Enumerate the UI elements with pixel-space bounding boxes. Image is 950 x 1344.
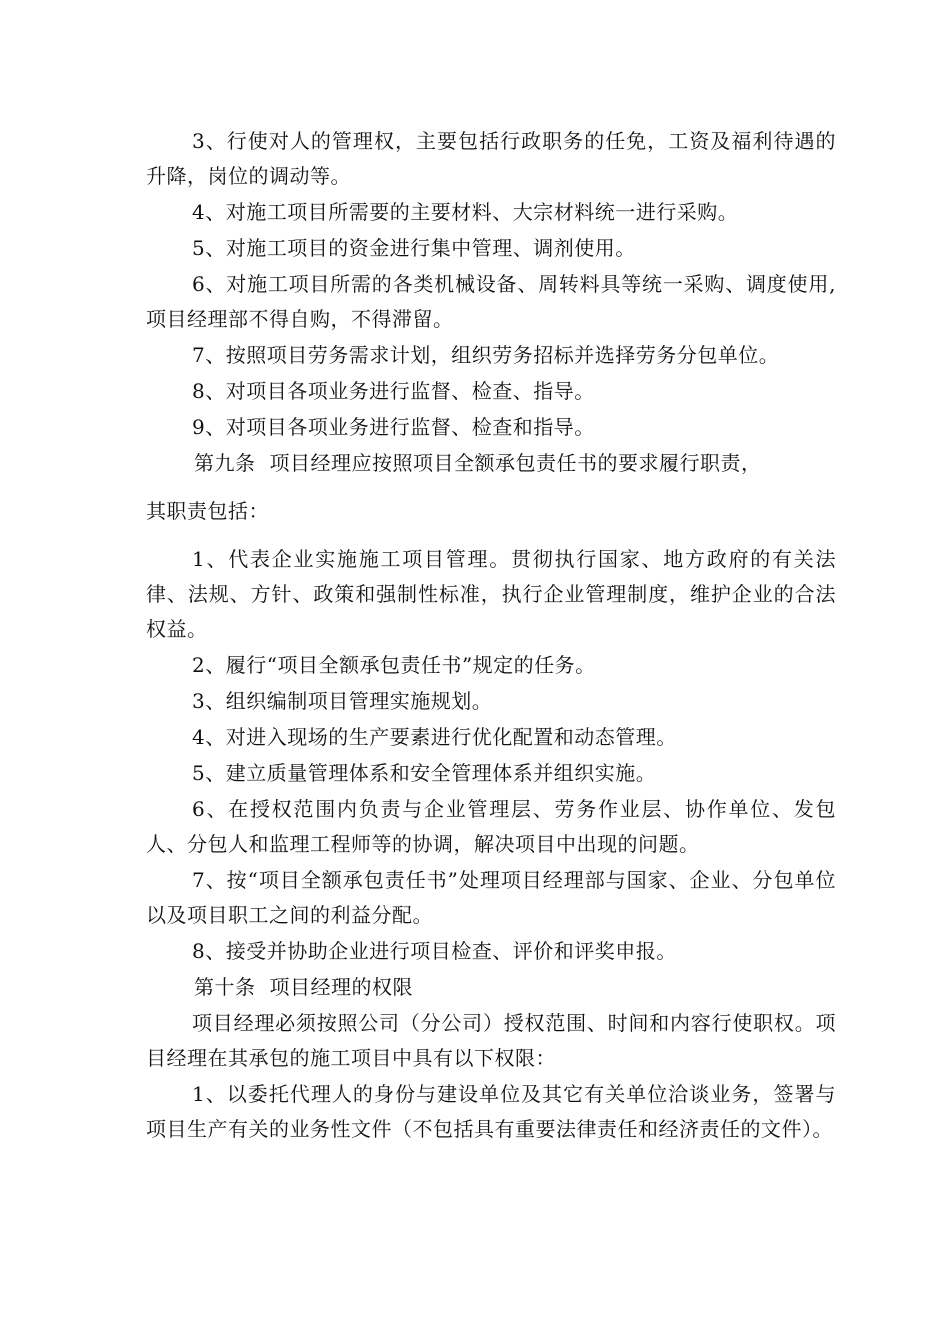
article-9-text: 项目经理应按照项目全额承包责任书的要求履行职责，: [269, 451, 762, 475]
article-9-heading: [146, 446, 836, 481]
paragraph-a9: 9、对项目各项业务进行监督、检查和指导。: [192, 415, 595, 439]
paragraph-b5: 5、建立质量管理体系和安全管理体系并组织实施。: [192, 761, 657, 785]
paragraph-b4: 4、对进入现场的生产要素进行优化配置和动态管理。: [192, 725, 677, 749]
paragraph-b2: 2、履行“项目全额承包责任书”规定的任务。: [192, 653, 596, 677]
paragraph-a3: 3、行使对人的管理权，主要包括行政职务的任免，工资及福利待遇的升降，岗位的调动等。: [146, 129, 836, 188]
paragraph-b7: 7、按“项目全额承包责任书”处理项目经理部与国家、企业、分包单位以及项目职工之间的利益分配。: [146, 868, 836, 927]
article-10-text: 项目经理的权限: [269, 975, 413, 999]
paragraph-c-intro: 项目经理必须按照公司（分公司）授权范围、时间和内容行使职权。项目经理在其承包的施工项目中具有以下权限：: [146, 1011, 836, 1070]
article-9-continuation: 其职责包括：: [146, 499, 269, 523]
paragraph-a6: 6、对施工项目所需的各类机械设备、周转料具等统一采购、调度使用,项目经理部不得自购，不得滞留。: [146, 272, 836, 331]
paragraph-a4: 4、对施工项目所需要的主要材料、大宗材料统一进行采购。: [192, 200, 739, 224]
paragraph-b8: 8、接受并协助企业进行项目检查、评价和评奖申报。: [192, 939, 677, 963]
paragraph-c1: 1、以委托代理人的身份与建设单位及其它有关单位洽谈业务，签署与项目生产有关的业务性文件（不包括具有重要法律责任和经济责任的文件）。: [146, 1082, 836, 1141]
paragraph-b3: 3、组织编制项目管理实施规划。: [192, 689, 493, 713]
paragraph-a8: 8、对项目各项业务进行监督、检查、指导。: [192, 379, 595, 403]
paragraph-a5: 5、对施工项目的资金进行集中管理、调剂使用。: [192, 236, 636, 260]
paragraph-b1: 1、代表企业实施施工项目管理。贯彻执行国家、地方政府的有关法律、法规、方针、政策和强制性标准，执行企业管理制度，维护企业的合法权益。: [146, 547, 836, 641]
paragraph-b6: 6、在授权范围内负责与企业管理层、劳务作业层、协作单位、发包人、分包人和监理工程师等的协调，解决项目中出现的问题。: [146, 797, 836, 856]
paragraph-a7: 7、按照项目劳务需求计划，组织劳务招标并选择劳务分包单位。: [192, 343, 780, 367]
article-10-heading: [146, 970, 836, 1005]
document-page: [146, 124, 836, 1148]
article-10-number: 第十条: [194, 975, 256, 999]
article-9-number: 第九条: [194, 451, 256, 475]
